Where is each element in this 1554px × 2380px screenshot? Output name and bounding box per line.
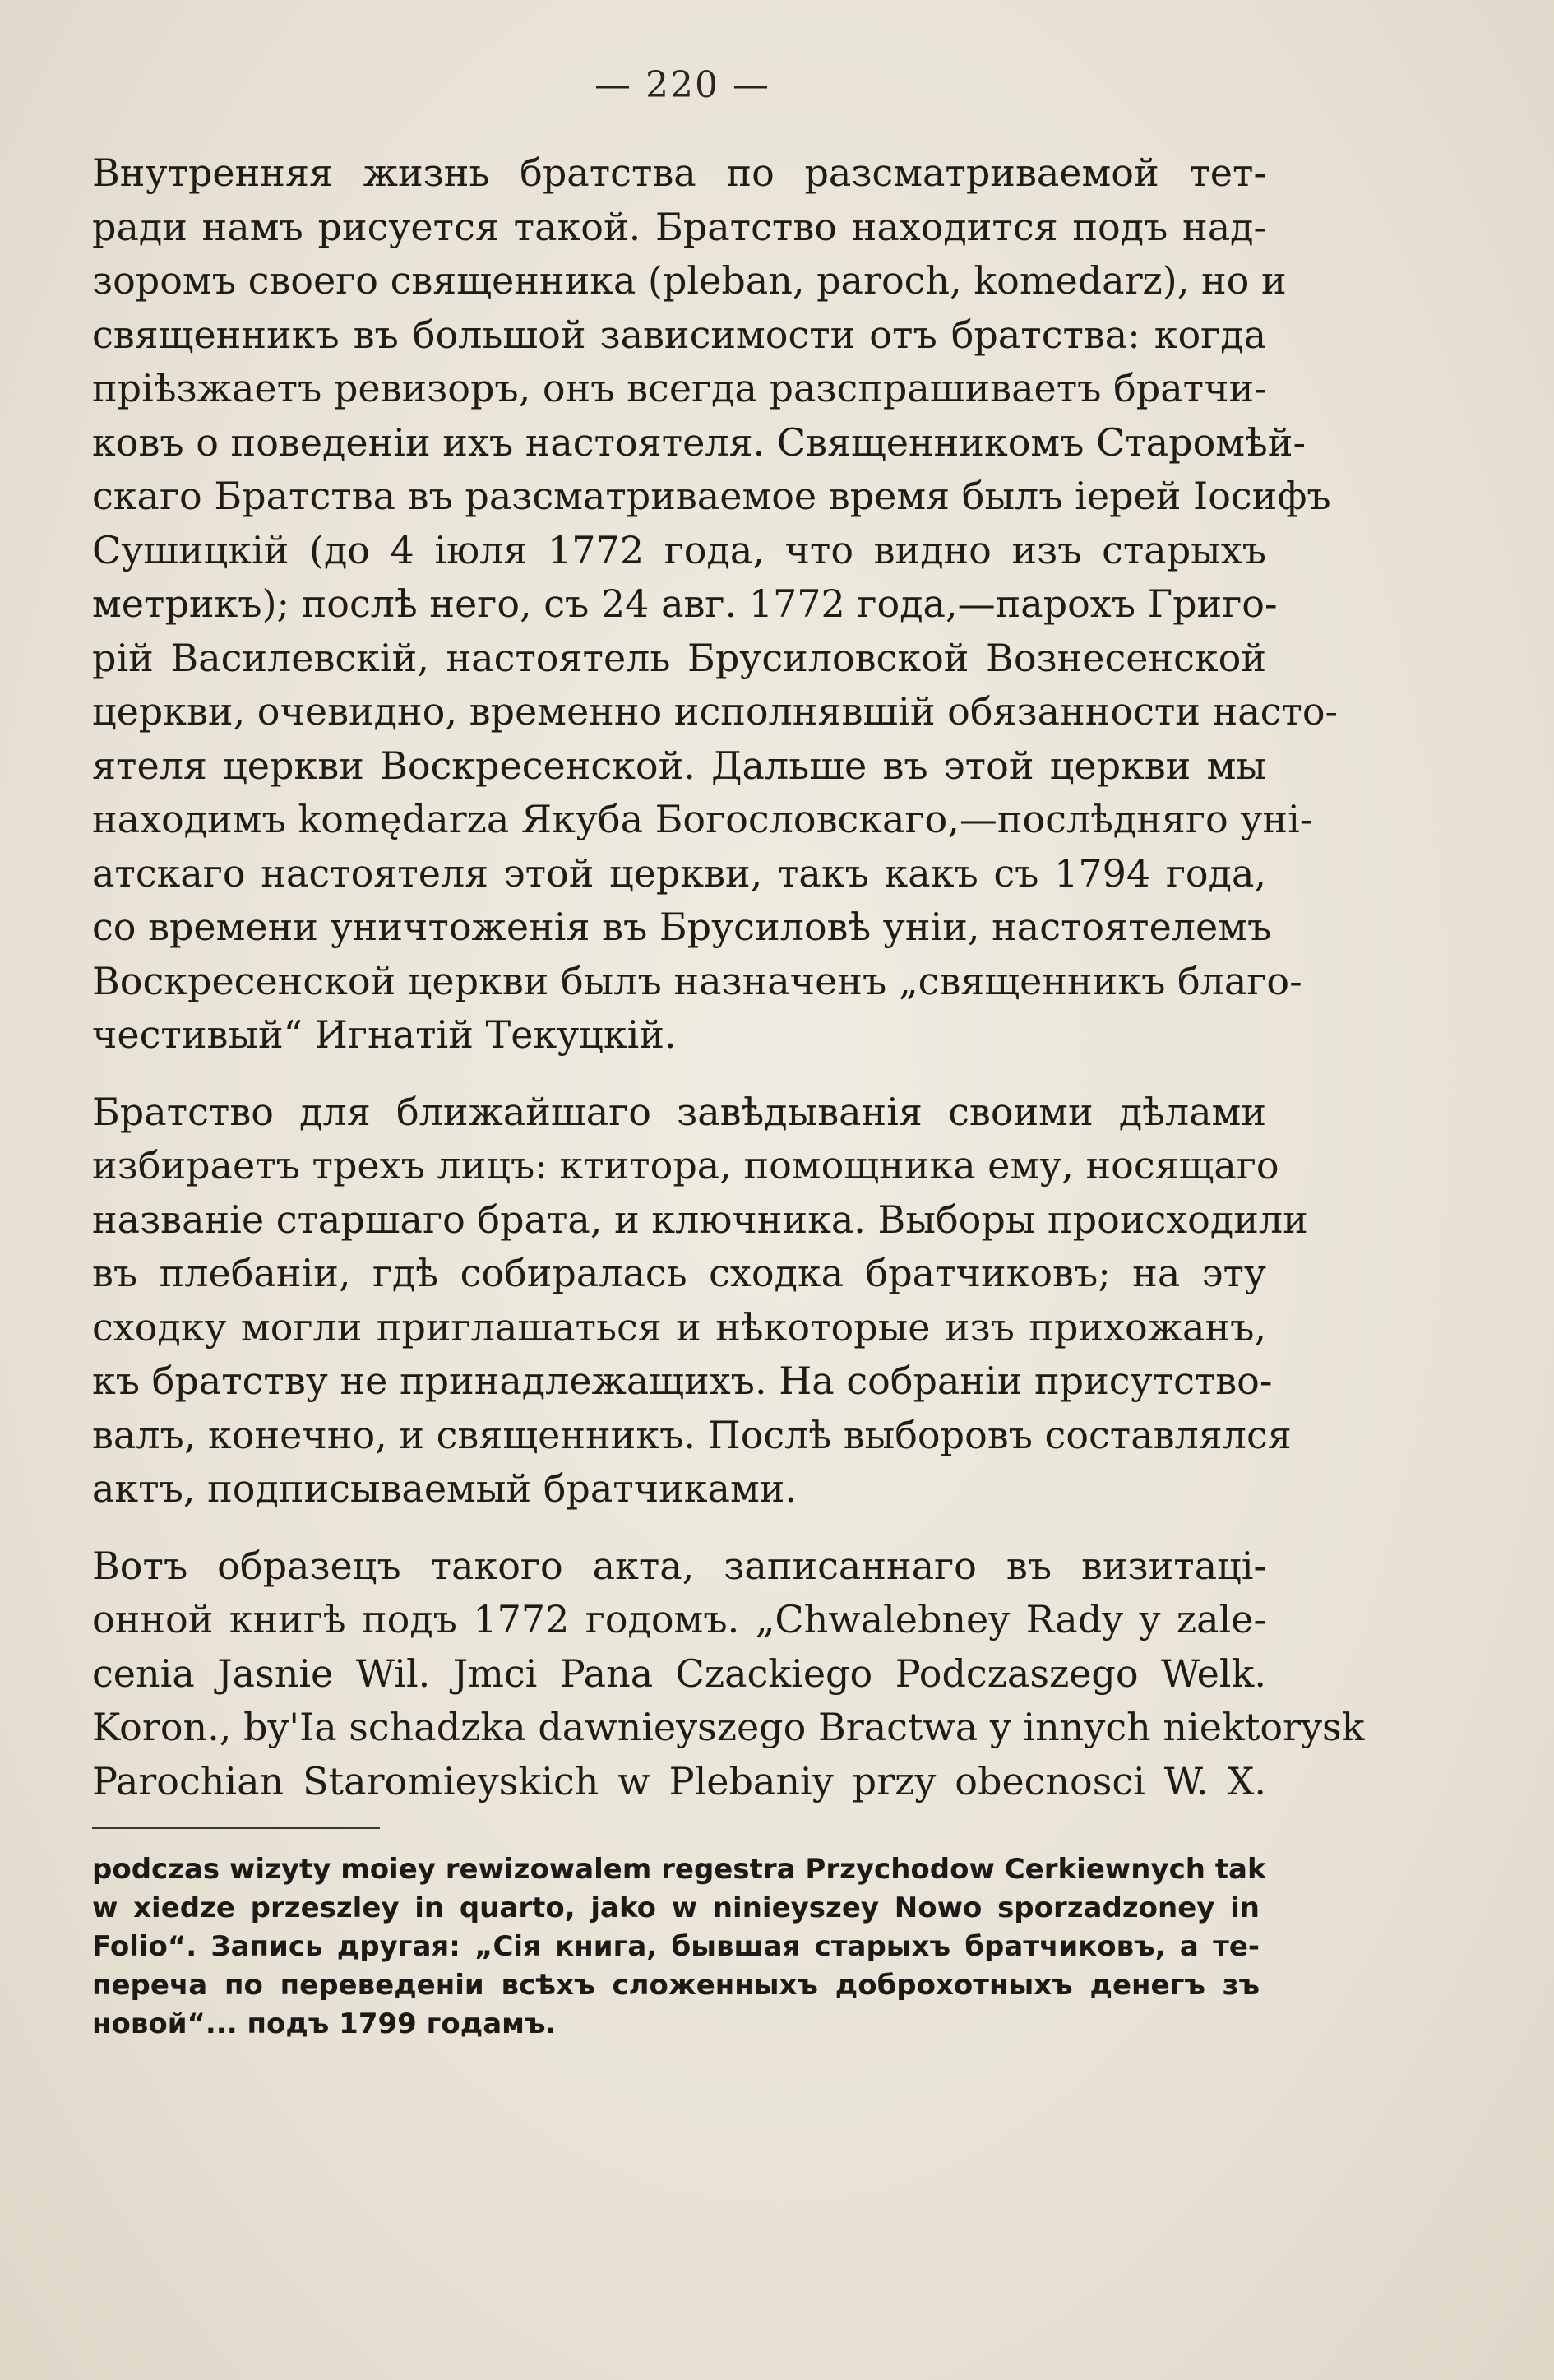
text-line: церкви, очевидно, временно исполнявшiй обязанности насто-	[92, 689, 1339, 734]
text-line: въ плебанiи, гдѣ собиралась сходка братчиковъ; на эту	[92, 1251, 1266, 1295]
footnote-divider	[92, 1827, 380, 1829]
footnote-line: переча по переведенiи всѣхъ сложенныхъ доброхотныхъ денегъ зъ	[92, 1969, 1260, 2002]
footnote-line: w xiedze przeszley in quarto, jako w ninieyszey Nowo sporzadzoney in	[92, 1891, 1260, 1924]
footnote-line: Folio“. Запись другая: „Сiя книга, бывшая старыхъ братчиковъ, а те-	[92, 1930, 1260, 1963]
footnote	[92, 1850, 1266, 2044]
text-line: Братство для ближайшаго завѣдыванiя своими дѣлами	[92, 1089, 1266, 1134]
page-number: — 220 —	[594, 64, 770, 106]
footnote-line: новой“... подъ 1799 годамъ.	[92, 2007, 557, 2040]
text-line: Внутренняя жизнь братства по разсматриваемой тет-	[92, 150, 1266, 195]
paragraph-2	[92, 1086, 1308, 1516]
text-line: cenia Jasnie Wil. Jmci Pana Czackiego Podczaszego Welk.	[92, 1651, 1266, 1696]
text-line: находимъ komędarza Якуба Богословскаго,—послѣдняго унi-	[92, 797, 1313, 841]
text-line: онной книгѣ подъ 1772 годомъ. „Chwalebney Rady y zale-	[92, 1597, 1266, 1641]
text-line: священникъ въ большой зависимости отъ братства: когда	[92, 312, 1266, 357]
paragraph-3	[92, 1540, 1365, 1809]
paragraph-1	[92, 146, 1339, 1063]
text-line: Koron., by'Ia schadzka dawnieyszego Bractwa y innych niektorysk	[92, 1705, 1365, 1749]
text-line: прiѣзжаетъ ревизоръ, онъ всегда разспрашиваетъ братчи-	[92, 366, 1267, 410]
text-line: рiй Василевскiй, настоятель Брусиловской Вознесенской	[92, 635, 1266, 680]
text-line: ради намъ рисуется такой. Братство находится подъ над-	[92, 204, 1266, 249]
text-line: ковъ о поведенiи ихъ настоятеля. Священникомъ Старомѣй-	[92, 419, 1306, 465]
text-line: честивый“ Игнатiй Текуцкiй.	[92, 1012, 677, 1057]
text-line: актъ, подписываемый братчиками.	[92, 1466, 798, 1511]
text-line: ятеля церкви Воскресенской. Дальше въ этой церкви мы	[92, 743, 1266, 788]
text-line: названiе старшаго брата, и ключника. Выборы происходили	[92, 1197, 1308, 1242]
text-line: Сушицкiй (до 4 iюля 1772 года, что видно изъ старыхъ	[92, 527, 1266, 572]
text-line: со времени уничтоженiя въ Брусиловѣ унiи, настоятелемъ	[92, 905, 1272, 949]
text-line: зоромъ своего священника (pleban, paroch, komedarz), но и	[92, 258, 1287, 303]
text-line: къ братству не принадлежащихъ. На собранiи присутство-	[92, 1359, 1273, 1403]
text-line: Воскресенской церкви былъ назначенъ „священникъ благо-	[92, 958, 1302, 1003]
text-line: Parochian Staromieyskich w Plebaniy przy obecnosci W. X.	[92, 1758, 1266, 1804]
text-line: сходку могли приглашаться и нѣкоторые изъ прихожанъ,	[92, 1304, 1266, 1350]
text-line: Вотъ образецъ такого акта, записаннаго въ визитацi-	[92, 1543, 1266, 1588]
text-line: скаго Братства въ разсматриваемое время былъ iерей Iосифъ	[92, 474, 1331, 518]
text-line: метрикъ); послѣ него, съ 24 авг. 1772 года,—парохъ Григо-	[92, 581, 1278, 626]
text-line: валъ, конечно, и священникъ. Послѣ выборовъ составлялся	[92, 1412, 1292, 1457]
text-line: атскаго настоятеля этой церкви, такъ какъ съ 1794 года,	[92, 850, 1266, 896]
footnote-line: podczas wizyty moiey rewizowalem regestra Przychodow Cerkiewnych tak	[92, 1853, 1266, 1886]
main-text	[92, 146, 1365, 1808]
text-line: избираетъ трехъ лицъ: ктитора, помощника ему, носящаго	[92, 1143, 1279, 1188]
